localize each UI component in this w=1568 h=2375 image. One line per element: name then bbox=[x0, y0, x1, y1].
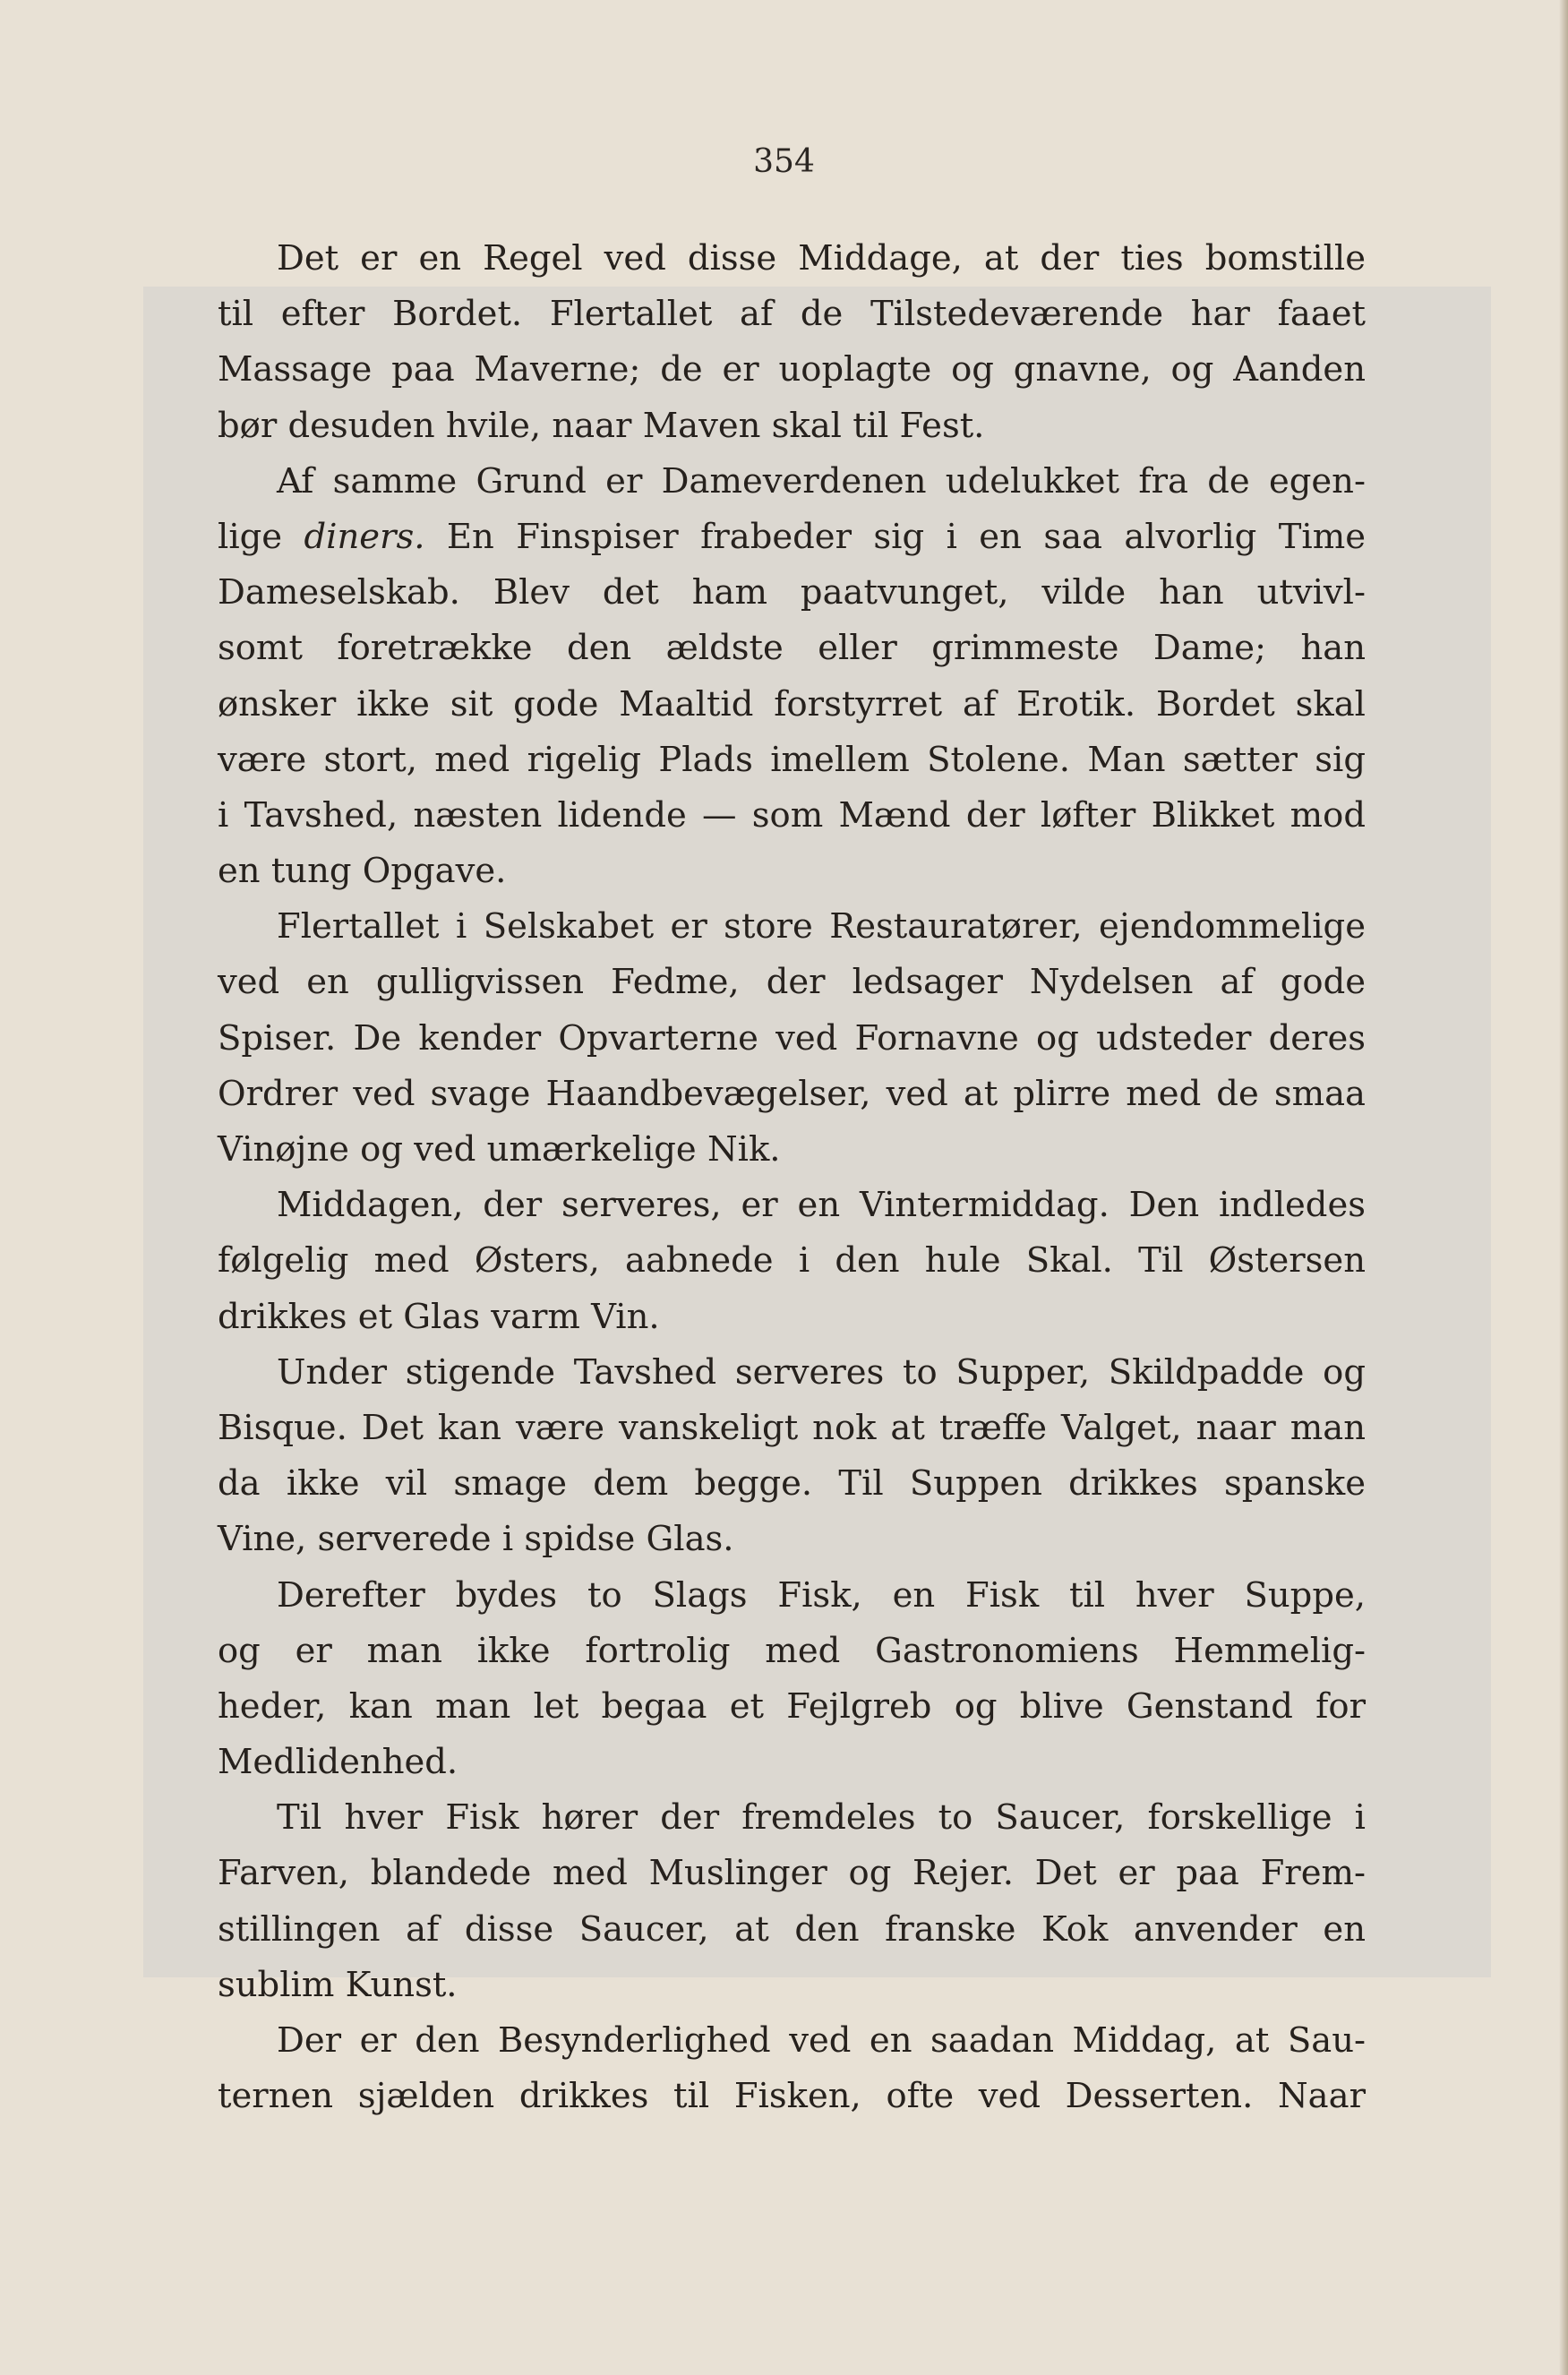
text-line: og er man ikke fortrolig med Gastronomiens Hemmelig- bbox=[218, 1630, 1366, 1671]
text-line: Der er den Besynderlighed ved en saadan Middag, at Sau- bbox=[277, 2020, 1366, 2061]
text-line: Det er en Regel ved disse Middage, at der ties bomstille bbox=[277, 238, 1366, 279]
text-line: Spiser. De kender Opvarterne ved Fornavne og udsteder deres bbox=[218, 1017, 1366, 1059]
text-line: en tung Opgave. bbox=[218, 851, 507, 892]
text-line: Massage paa Maverne; de er uoplagte og gnavne, og Aanden bbox=[218, 349, 1366, 390]
text-line bbox=[218, 510, 1366, 565]
text-line: somt foretrække den ældste eller grimmeste Dame; han bbox=[218, 628, 1366, 669]
text-fragment: En Finspiser frabeder sig i en saa alvorlig Time bbox=[446, 516, 1366, 557]
text-line: Til hver Fisk hører der fremdeles to Saucer, forskellige i bbox=[277, 1797, 1366, 1839]
paragraph bbox=[218, 1568, 1366, 1791]
italic-word: diners. bbox=[304, 516, 425, 557]
text-line: være stort, med rigelig Plads imellem Stolene. Man sætter sig bbox=[218, 739, 1366, 780]
text-line: Middagen, der serveres, er en Vintermiddag. Den indledes bbox=[277, 1185, 1366, 1226]
text-line: Medlidenhed. bbox=[218, 1742, 458, 1783]
text-line: drikkes et Glas varm Vin. bbox=[218, 1296, 660, 1337]
text-line: Farven, blandede med Muslinger og Rejer. Det er paa Frem- bbox=[218, 1853, 1366, 1894]
paragraph bbox=[218, 2013, 1366, 2124]
paragraph bbox=[218, 1790, 1366, 2013]
text-line: Dameselskab. Blev det ham paatvunget, vilde han utvivl- bbox=[218, 572, 1366, 613]
text-line: Derefter bydes to Slags Fisk, en Fisk til hver Suppe, bbox=[277, 1574, 1366, 1616]
paragraph bbox=[218, 1178, 1366, 1345]
text-line: Under stigende Tavshed serveres to Supper, Skildpadde og bbox=[277, 1351, 1366, 1393]
text-line: Af samme Grund er Dameverdenen udelukket fra de egen- bbox=[277, 460, 1366, 502]
text-line: bør desuden hvile, naar Maven skal til Fest. bbox=[218, 405, 985, 446]
text-line: heder, kan man let begaa et Fejlgreb og blive Genstand for bbox=[218, 1685, 1366, 1727]
text-line: Vinøjne og ved umærkelige Nik. bbox=[218, 1129, 781, 1170]
text-line: ønsker ikke sit gode Maaltid forstyrret af Erotik. Bordet skal bbox=[218, 683, 1366, 725]
paragraph bbox=[218, 454, 1366, 900]
text-line: da ikke vil smage dem begge. Til Suppen drikkes spanske bbox=[218, 1463, 1366, 1505]
page-number: 354 bbox=[753, 143, 815, 180]
text-line: til efter Bordet. Flertallet af de Tilstedeværende har faaet bbox=[218, 294, 1366, 335]
paragraph bbox=[218, 1345, 1366, 1568]
text-line: stillingen af disse Saucer, at den franske Kok anvender en bbox=[218, 1908, 1366, 1950]
text-line: følgelig med Østers, aabnede i den hule Skal. Til Østersen bbox=[218, 1240, 1366, 1282]
text-line: Vine, serverede i spidse Glas. bbox=[218, 1519, 734, 1560]
text-fragment: lige bbox=[218, 516, 283, 557]
page-edge bbox=[1559, 0, 1568, 2375]
text-line: sublim Kunst. bbox=[218, 1964, 458, 2005]
text-line: Bisque. Det kan være vanskeligt nok at træffe Valget, naar man bbox=[218, 1407, 1366, 1448]
paragraph bbox=[218, 231, 1366, 454]
body-text bbox=[218, 231, 1366, 2124]
text-line: ternen sjælden drikkes til Fisken, ofte ved Desserten. Naar bbox=[218, 2076, 1366, 2117]
paragraph bbox=[218, 899, 1366, 1178]
text-line: Ordrer ved svage Haandbevægelser, ved at plirre med de smaa bbox=[218, 1073, 1366, 1114]
text-line: i Tavshed, næsten lidende — som Mænd der løfter Blikket mod bbox=[218, 794, 1366, 836]
text-line: Flertallet i Selskabet er store Restauratører, ejendommelige bbox=[277, 906, 1366, 947]
text-line: ved en gulligvissen Fedme, der ledsager Nydelsen af gode bbox=[218, 962, 1366, 1003]
